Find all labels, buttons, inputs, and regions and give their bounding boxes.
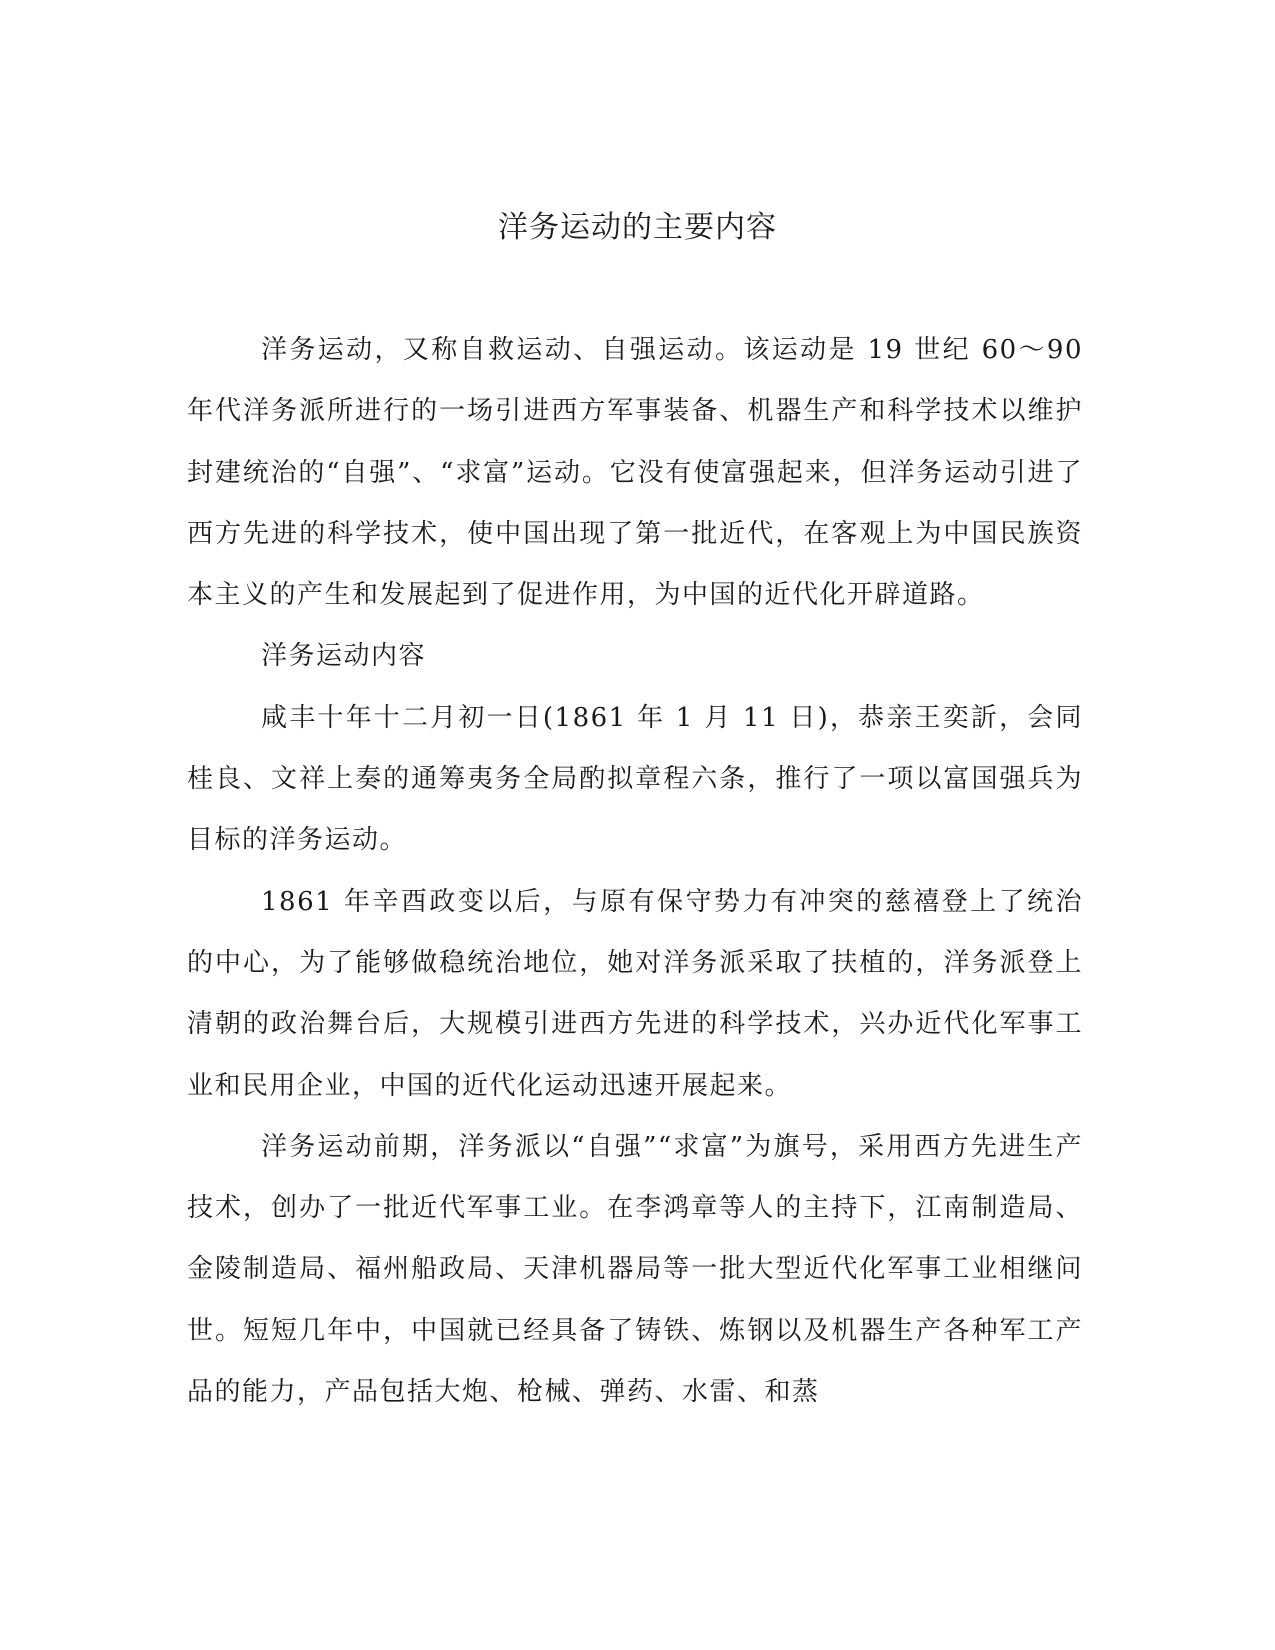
paragraph-early-phase: 洋务运动前期，洋务派以“自强”“求富”为旗号，采用西方先进生产技术，创办了一批近代军事工业。在李鸿章等人的主持下，江南制造局、金陵制造局、福州船政局、天津机器局等一批大型近代化军事工业相继问世。短短几年中，中国就已经具备了铸铁、炼钢以及机器生产各种军工产品的能力，产品包括大炮、枪械、弹药、水雷、和蒸 [187, 1131, 1083, 1408]
paragraph-intro: 洋务运动，又称自救运动、自强运动。该运动是 19 世纪 60～90 年代洋务派所进行的一场引进西方军事装备、机器生产和科学技术以维护封建统治的“自强”、“求富”运动。它没有使富强起来，但洋务运动引进了西方先进的科学技术，使中国出现了第一批近代，在客观上为中国民族资本主义的产生和发展起到了促进作用，为中国的近代化开辟道路。 [187, 335, 1083, 611]
section-heading: 洋务运动内容 [261, 641, 427, 672]
document-body [187, 320, 1083, 1423]
paragraph-coup: 1861 年辛酉政变以后，与原有保守势力有冲突的慈禧登上了统治的中心，为了能够做稳统治地位，她对洋务派采取了扶植的，洋务派登上清朝的政治舞台后，大规模引进西方先进的科学技术，兴办近代化军事工业和民用企业，中国的近代化运动迅速开展起来。 [187, 886, 1083, 1101]
paragraph-origin: 咸丰十年十二月初一日(1861 年 1 月 11 日)，恭亲王奕訢，会同桂良、文祥上奏的通筹夷务全局酌拟章程六条，推行了一项以富国强兵为目标的洋务运动。 [187, 702, 1083, 856]
document-title: 洋务运动的主要内容 [498, 210, 777, 245]
